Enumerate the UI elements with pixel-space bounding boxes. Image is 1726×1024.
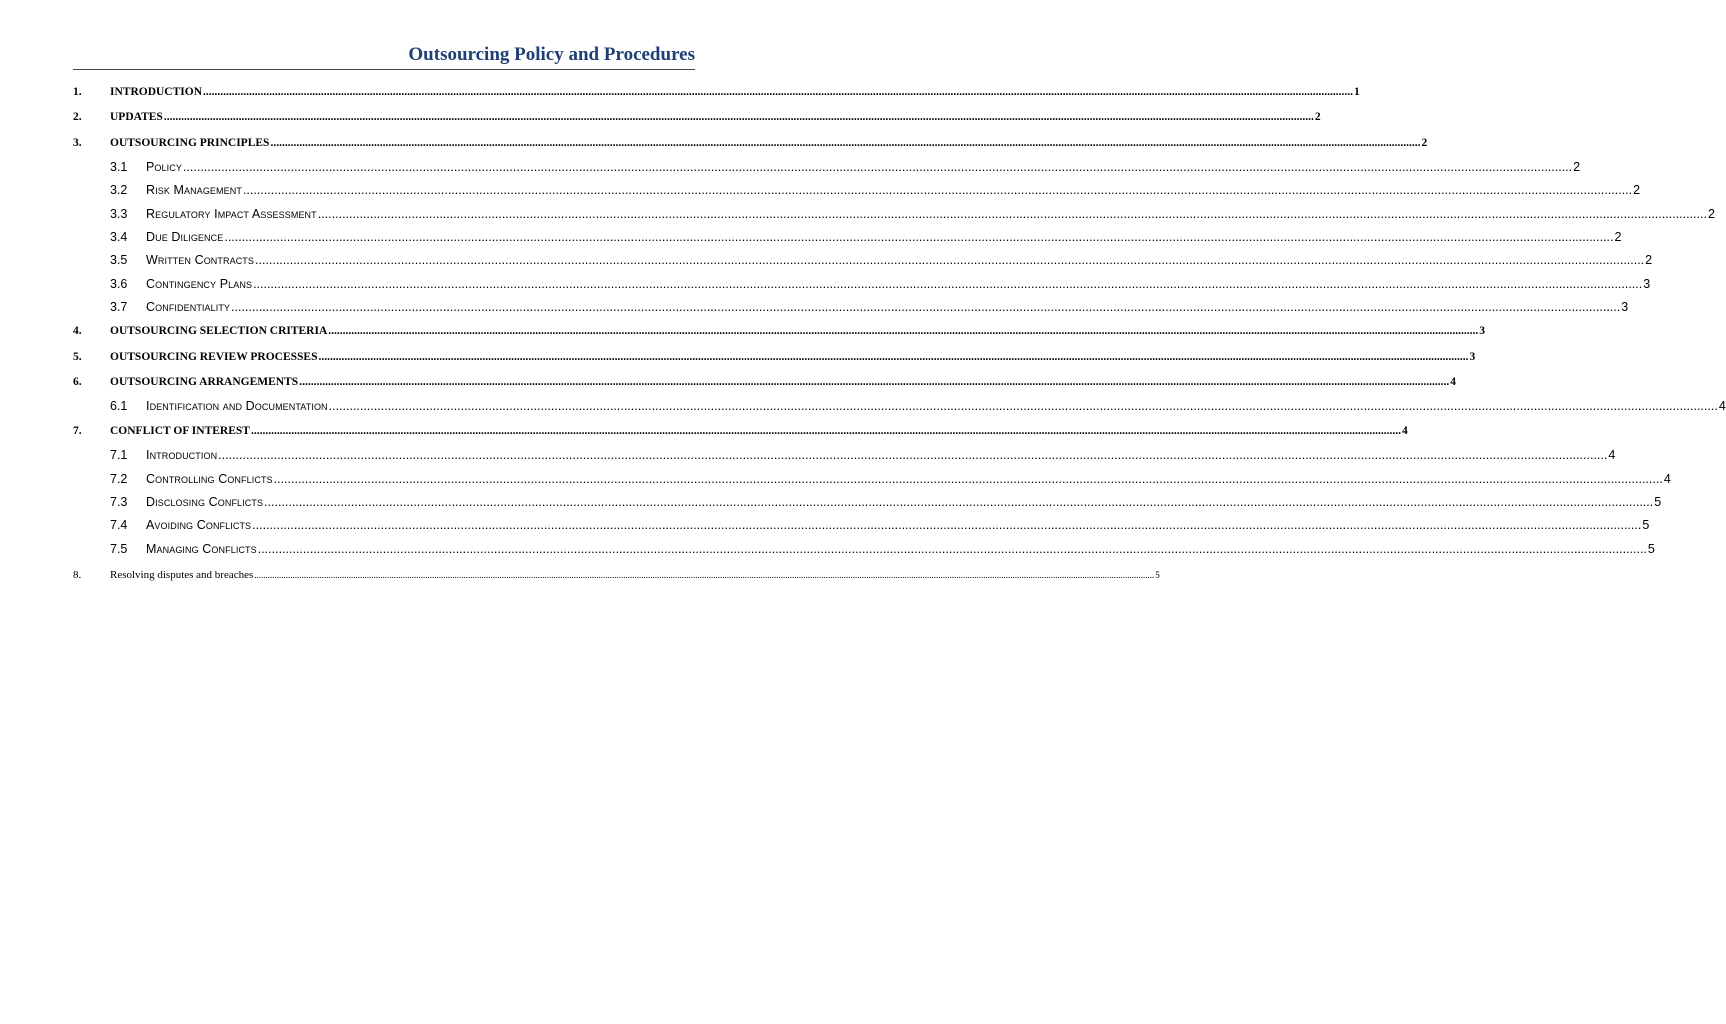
toc-entry-number: 7. (73, 424, 82, 437)
toc-entry[interactable] (73, 158, 1581, 181)
toc-entry-page-number[interactable]: 4 (1450, 376, 1456, 389)
toc-entry-title[interactable]: Resolving disputes and breaches (110, 568, 254, 581)
toc-entry-page-number[interactable]: 5 (1642, 518, 1650, 533)
toc-entry-number: 2. (73, 111, 82, 124)
toc-entry-number: 3.7 (110, 300, 128, 315)
table-of-contents (73, 82, 1726, 590)
toc-dot-leader: ................................................................................................................................................................................................................................................................................................................................................................................................................ (250, 424, 1401, 437)
toc-entry-page-number[interactable]: 5 (1155, 569, 1160, 580)
toc-entry[interactable] (73, 446, 1616, 469)
toc-entry-title[interactable]: INTRODUCTION (110, 86, 203, 98)
toc-entry-title[interactable]: OUTSOURCING SELECTION CRITERIA (110, 325, 328, 338)
toc-dot-leader: ................................................................................................................................................................................................................................................................................................................................................................................................................ (257, 541, 1647, 556)
toc-entry[interactable] (73, 321, 1486, 346)
toc-entry-number: 7.4 (110, 518, 128, 533)
toc-entry-title[interactable]: Introduction (146, 448, 218, 463)
toc-entry[interactable] (73, 298, 1629, 321)
toc-entry-title[interactable]: CONFLICT OF INTEREST (110, 424, 250, 437)
toc-dot-leader: ................................................................................................................................................................................................................................................................................................................................................................................................................ (328, 325, 1479, 338)
toc-entry-title[interactable]: Policy (146, 160, 182, 175)
toc-entry-title[interactable]: OUTSOURCING PRINCIPLES (110, 136, 270, 149)
toc-entry-number: 3.5 (110, 253, 128, 268)
toc-entry-page-number[interactable]: 3 (1643, 276, 1651, 291)
toc-entry[interactable] (73, 421, 1408, 446)
toc-entry-page-number[interactable]: 3 (1469, 350, 1476, 363)
toc-entry-page-number[interactable]: 4 (1608, 448, 1616, 463)
toc-entry[interactable] (73, 205, 1715, 228)
toc-dot-leader: ................................................................................................................................................................................................................................................................................................................................................................................................................ (252, 518, 1642, 533)
toc-dot-leader: ................................................................................................................................................................................................................................................................................................................................................................................................................ (218, 448, 1608, 463)
toc-entry[interactable] (73, 493, 1662, 516)
toc-dot-leader: ................................................................................................................................................................................................................................................................................................................................................................................................................ (253, 276, 1643, 291)
toc-entry-number: 8. (73, 568, 82, 581)
toc-entry[interactable] (73, 347, 1476, 372)
toc-entry-title[interactable]: Due Diligence (146, 230, 224, 245)
toc-entry[interactable] (73, 181, 1641, 204)
toc-entry[interactable] (73, 251, 1653, 274)
toc-entry-number: 3.4 (110, 230, 128, 245)
toc-entry[interactable] (73, 516, 1650, 539)
toc-entry-number: 7.5 (110, 541, 128, 556)
toc-entry-page-number[interactable]: 5 (1647, 541, 1655, 556)
toc-dot-leader: ................................................................................................................................................................................................................................................................................................................................................................................................................ (328, 399, 1718, 414)
toc-entry-title[interactable]: Disclosing Conflicts (146, 494, 264, 509)
toc-entry-title[interactable]: Controlling Conflicts (146, 471, 273, 486)
toc-entry-number: 7.3 (110, 494, 128, 509)
toc-entry-page-number[interactable]: 5 (1654, 494, 1662, 509)
toc-entry-number: 5. (73, 350, 82, 363)
toc-entry-title[interactable]: Managing Conflicts (146, 541, 257, 556)
toc-entry-title[interactable]: OUTSOURCING ARRANGEMENTS (110, 376, 299, 389)
toc-entry-number: 3.1 (110, 160, 128, 175)
toc-dot-leader: ................................................................................................................................................................................................................................................................................................................................................................................................................ (270, 136, 1421, 149)
toc-entry-number: 7.2 (110, 471, 128, 486)
document-title: Outsourcing Policy and Procedures (408, 44, 695, 65)
toc-dot-leader: ................................................................................................................................................................................................................................................................................................................................................................................................................ (254, 569, 1155, 580)
toc-dot-leader: ................................................................................................................................................................................................................................................................................................................................................................................................................ (273, 471, 1663, 486)
toc-entry-page-number[interactable]: 2 (1614, 230, 1622, 245)
toc-entry-page-number[interactable]: 2 (1314, 111, 1321, 124)
toc-entry-page-number[interactable]: 4 (1663, 471, 1671, 486)
toc-entry-number: 3.6 (110, 276, 128, 291)
toc-entry-title[interactable]: OUTSOURCING REVIEW PROCESSES (110, 350, 318, 363)
toc-entry-page-number[interactable]: 3 (1621, 300, 1629, 315)
toc-entry[interactable] (73, 397, 1726, 420)
toc-dot-leader: ................................................................................................................................................................................................................................................................................................................................................................................................................ (163, 111, 1314, 124)
toc-entry[interactable] (73, 540, 1655, 563)
toc-dot-leader: ................................................................................................................................................................................................................................................................................................................................................................................................................ (182, 160, 1573, 175)
toc-entry[interactable] (73, 133, 1428, 158)
toc-entry-title[interactable]: Confidentiality (146, 300, 231, 315)
toc-entry-page-number[interactable]: 3 (1479, 325, 1486, 338)
toc-entry-title[interactable]: Avoiding Conflicts (146, 518, 252, 533)
toc-entry-page-number[interactable]: 2 (1573, 160, 1581, 175)
toc-entry-number: 6. (73, 376, 82, 389)
toc-entry-title[interactable]: Identification and Documentation (146, 399, 328, 414)
toc-entry-page-number[interactable]: 2 (1645, 253, 1653, 268)
toc-entry-title[interactable]: Risk Management (146, 183, 242, 198)
toc-entry[interactable] (73, 275, 1651, 298)
toc-entry[interactable] (73, 563, 1160, 590)
toc-dot-leader: ................................................................................................................................................................................................................................................................................................................................................................................................................ (231, 300, 1621, 315)
toc-entry[interactable] (73, 107, 1321, 132)
toc-dot-leader: ................................................................................................................................................................................................................................................................................................................................................................................................................ (255, 253, 1645, 268)
toc-entry-page-number[interactable]: 4 (1718, 399, 1726, 414)
toc-entry-page-number[interactable]: 2 (1421, 136, 1428, 149)
toc-dot-leader: ................................................................................................................................................................................................................................................................................................................................................................................................................ (224, 230, 1614, 245)
toc-dot-leader: ................................................................................................................................................................................................................................................................................................................................................................................................................ (317, 206, 1707, 221)
toc-entry[interactable] (73, 372, 1456, 397)
toc-entry-number: 1. (73, 86, 82, 98)
toc-entry-title[interactable]: Regulatory Impact Assessment (146, 206, 317, 221)
toc-dot-leader: ................................................................................................................................................................................................................................................................................................................................................................................................................ (242, 183, 1633, 198)
toc-entry[interactable] (73, 82, 1360, 107)
toc-entry-page-number[interactable]: 2 (1707, 206, 1715, 221)
toc-dot-leader: ................................................................................................................................................................................................................................................................................................................................................................................................................ (264, 494, 1654, 509)
toc-entry[interactable] (73, 228, 1622, 251)
toc-entry-number: 3.2 (110, 183, 128, 198)
toc-entry-title[interactable]: Contingency Plans (146, 276, 253, 291)
toc-entry-page-number[interactable]: 1 (1354, 86, 1360, 98)
toc-entry-number: 3. (73, 136, 82, 149)
toc-entry-number: 7.1 (110, 448, 128, 463)
toc-entry[interactable] (73, 470, 1671, 493)
toc-entry-page-number[interactable]: 4 (1401, 424, 1408, 437)
toc-dot-leader: ................................................................................................................................................................................................................................................................................................................................................................................................................ (318, 350, 1469, 363)
toc-entry-page-number[interactable]: 2 (1633, 183, 1641, 198)
page-header (73, 40, 695, 70)
toc-entry-title[interactable]: UPDATES (110, 111, 163, 124)
toc-entry-number: 6.1 (110, 399, 128, 414)
toc-dot-leader: ................................................................................................................................................................................................................................................................................................................................................................................................................ (203, 86, 1354, 98)
toc-entry-title[interactable]: Written Contracts (146, 253, 254, 268)
toc-dot-leader: ................................................................................................................................................................................................................................................................................................................................................................................................................ (299, 376, 1450, 389)
toc-entry-number: 3.3 (110, 206, 128, 221)
toc-entry-number: 4. (73, 325, 82, 338)
